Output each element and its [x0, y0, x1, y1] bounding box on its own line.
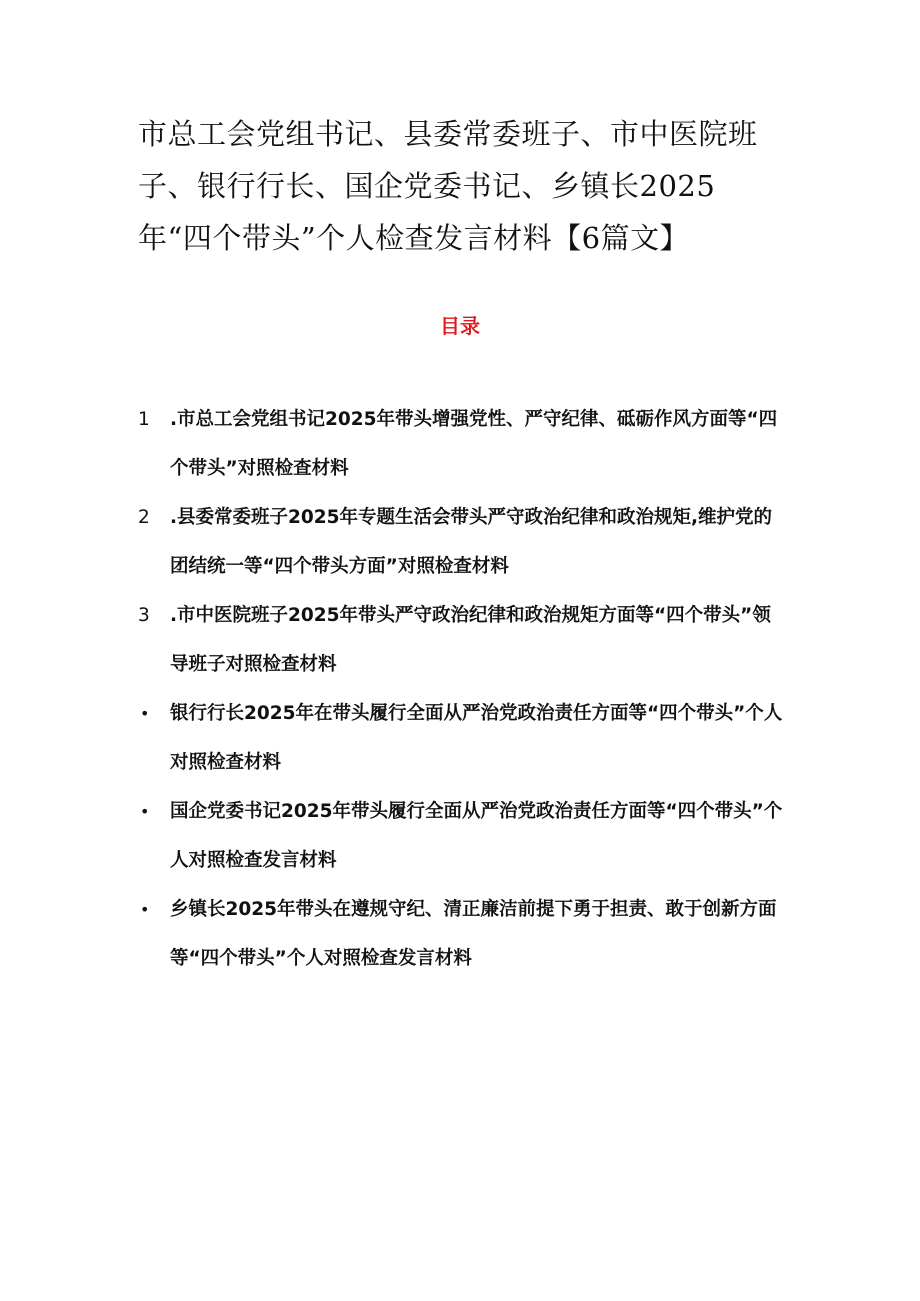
document-title: 市总工会党组书记、县委常委班子、市中医院班子、银行行长、国企党委书记、乡镇长2025年“四个带头”个人检查发言材料【6篇文】	[138, 117, 758, 255]
toc-item-number: 2	[138, 507, 150, 528]
toc-item-number: 1	[138, 409, 150, 430]
toc-heading: 目录	[440, 314, 480, 338]
toc-item-4[interactable]	[138, 689, 788, 787]
toc-item-6[interactable]	[138, 885, 788, 983]
toc-item-5[interactable]	[138, 787, 788, 885]
toc-item-text: .县委常委班子2025年专题生活会带头严守政治纪律和政治规矩,维护党的团结统一等“四个带头方面”对照检查材料	[170, 507, 773, 577]
toc-item-3[interactable]	[138, 591, 788, 689]
table-of-contents	[138, 395, 788, 983]
bullet-icon: •	[140, 900, 150, 919]
toc-item-text: .市中医院班子2025年带头严守政治纪律和政治规矩方面等“四个带头”领导班子对照检查材料	[170, 605, 771, 675]
toc-item-text: 银行行长2025年在带头履行全面从严治党政治责任方面等“四个带头”个人对照检查材料	[170, 703, 783, 773]
toc-item-2[interactable]	[138, 493, 788, 591]
toc-item-text: 国企党委书记2025年带头履行全面从严治党政治责任方面等“四个带头”个人对照检查发言材料	[170, 801, 783, 871]
toc-item-1[interactable]	[138, 395, 788, 493]
toc-item-text: .市总工会党组书记2025年带头增强党性、严守纪律、砥砺作风方面等“四个带头”对照检查材料	[170, 409, 778, 479]
toc-item-number: 3	[138, 605, 150, 626]
bullet-icon: •	[140, 802, 150, 821]
bullet-icon: •	[140, 704, 150, 723]
toc-item-text: 乡镇长2025年带头在遵规守纪、清正廉洁前提下勇于担责、敢于创新方面等“四个带头”个人对照检查发言材料	[170, 899, 777, 969]
